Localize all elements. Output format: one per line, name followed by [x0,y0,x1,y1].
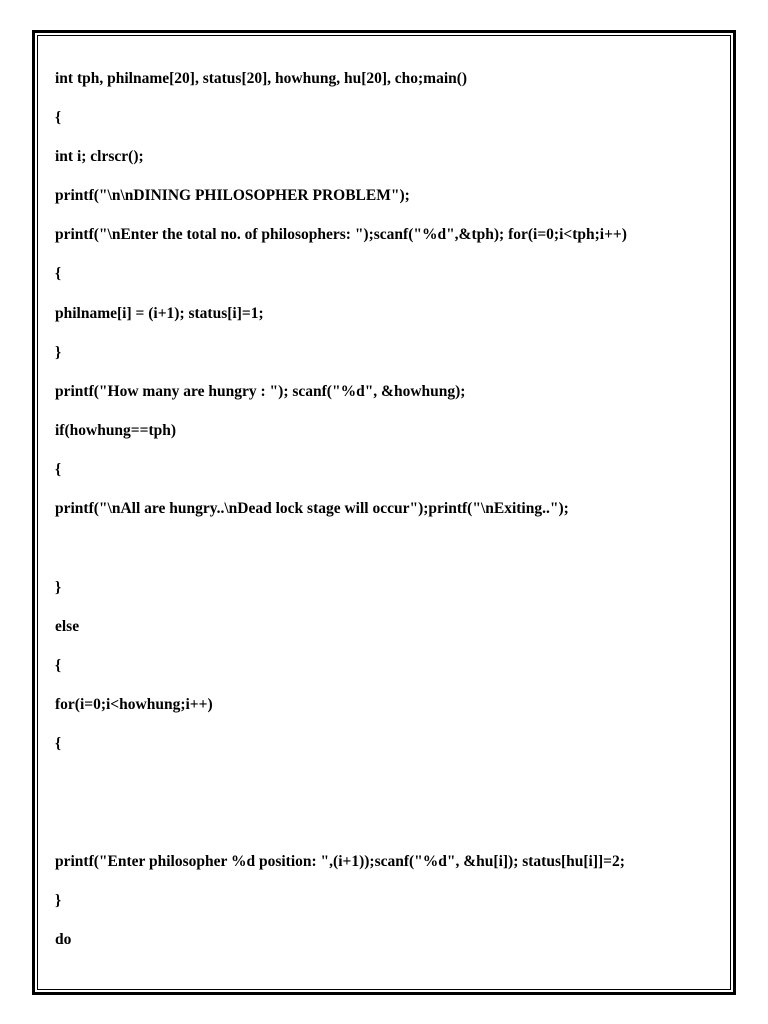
code-line: { [55,109,62,126]
code-line: { [55,735,62,752]
code-line: int i; clrscr(); [55,148,144,165]
code-line: do [55,931,72,948]
code-line: int tph, philname[20], status[20], howhung, hu[20], cho;main() [55,70,468,87]
code-line: } [55,892,62,909]
code-line: if(howhung==tph) [55,422,177,439]
code-line: else [55,618,80,635]
code-line: philname[i] = (i+1); status[i]=1; [55,305,264,322]
code-line: printf("\nAll are hungry..\nDead lock stage will occur");printf("\nExiting.."); [55,500,569,517]
code-line: printf("\n\nDINING PHILOSOPHER PROBLEM"); [55,187,410,204]
code-line: { [55,657,62,674]
code-line: printf("\nEnter the total no. of philosophers: ");scanf("%d",&tph); for(i=0;i<tph;i++) [55,226,627,243]
code-line: } [55,344,62,361]
code-line: { [55,265,62,282]
code-line: } [55,579,62,596]
code-line: printf("How many are hungry : "); scanf("%d", &howhung); [55,383,466,400]
code-line: { [55,461,62,478]
code-line: printf("Enter philosopher %d position: ",(i+1));scanf("%d", &hu[i]); status[hu[i]]=2; [55,853,625,870]
code-line: for(i=0;i<howhung;i++) [55,696,213,713]
